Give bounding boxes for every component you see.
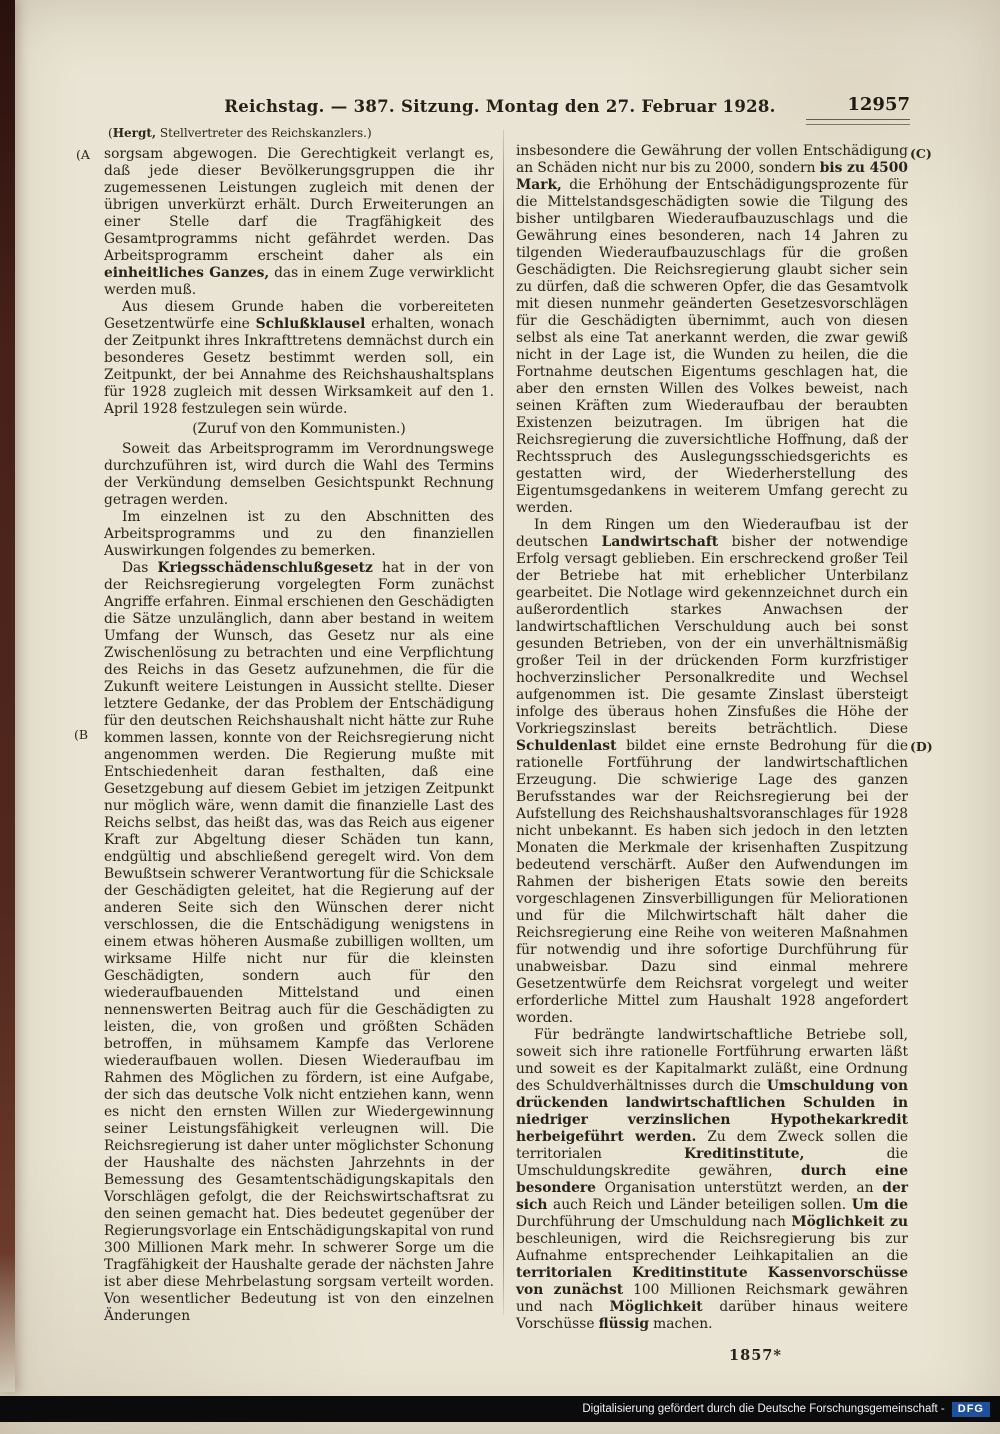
text-run: erhalten, wonach der Zeitpunkt ihres Inkrafttretens demnächst durch ein besonderes Gesetz bestimmt werden soll, ein Zeitpunkt, der bei Annahme des Reichshaushaltsplans für 1928 zugleich mit dessen Wirksamkeit auf den 1. April 1928 festzulegen sein würde. [104, 316, 495, 417]
paragraph [104, 299, 494, 418]
text-run: Organisation unterstützt werden, an [595, 1180, 883, 1196]
header-rule [806, 119, 910, 125]
text-run: die Umschuldungskredite gewähren, [516, 1146, 909, 1179]
column-marker-d: (D) [910, 739, 933, 754]
text-run: 100 Millionen Reichsmark gewähren und nach [516, 1282, 908, 1315]
paragraph [104, 560, 494, 1325]
text-run: machen. [649, 1316, 713, 1332]
digitization-banner-text: Digitalisierung gefördert durch die Deutsche Forschungsgemeinschaft - [582, 1403, 945, 1415]
paragraph [516, 517, 908, 1027]
speaker-note-role: Stellvertreter des Reichskanzlers.) [156, 126, 372, 140]
text-run: Im einzelnen ist zu den Abschnitten des Arbeitsprogramms und zu den finanziellen Auswirkungen folgendes zu bemerken. [104, 509, 494, 559]
column-divider [503, 130, 504, 1315]
right-column [516, 143, 908, 1364]
session-header-title: Reichstag. — 387. Sitzung. Montag den 27. Februar 1928. [224, 97, 776, 116]
speaker-note [108, 126, 494, 140]
emphasized-text: Schuldenlast [516, 738, 617, 754]
emphasized-text: territorialen Kreditinstitute Kassenvorschüsse von zunächst [516, 1265, 908, 1298]
text-run: das in einem Zuge verwirklicht werden muß. [104, 265, 494, 298]
text-run: Für bedrängte landwirtschaftliche Betriebe soll, soweit sich ihre rationelle Fortführung erwarten läßt und soweit es der Kapitalmarkt zuläßt, eine Ordnung des Schuldverhältnisses durch die [516, 1027, 908, 1094]
emphasized-text: bis zu 4500 Mark, [516, 160, 908, 193]
text-run: insbesondere die Gewährung der vollen Entschädigung an Schäden nicht nur bis zu 2000, sondern [516, 143, 908, 176]
text-run: bisher der notwendige Erfolg versagt geblieben. Ein erschreckend großer Teil der Betriebe hat mit erheblicher Unterbilanz gearbeitet. Die Notlage wird gekennzeichnet durch ein außerordentlich starkes Anwachsen der landwirtschaftlichen Verschuldung auch bei sonst gesunden Betrieben, von der ein unverhältnismäßig großer Teil in der drückenden Form kurzfristiger hochverzinslicher Personalkredite und Wechsel aufgenommen ist. Die gesamte Zinslast übersteigt infolge des überaus hohen Zinsfußes die Höhe der Vorkriegszinslast bereits beträchtlich. Diese [516, 534, 908, 737]
column-marker-a: (A [76, 147, 90, 162]
text-run: darüber hinaus weitere Vorschüsse [516, 1299, 909, 1332]
emphasized-text: Schlußklausel [255, 316, 366, 332]
speaker-note-open: ( [108, 126, 113, 140]
text-run: auch Reich und Länder beteiligen sollen. [547, 1197, 852, 1213]
text-run: beschleunigen, wird die Reichsregierung bis zur Aufnahme entsprechender Leihkapitalien an die [516, 1231, 908, 1264]
page-number: 12957 [847, 94, 910, 115]
text-run: Aus diesem Grunde haben die vorbereiteten Gesetzentwürfe eine [104, 299, 494, 332]
left-column [104, 146, 494, 1325]
text-run: Soweit das Arbeitsprogramm im Verordnungswege durchzuführen ist, wird durch die Wahl des Termins der Verkündung demselben Gesichtspunkt Rechnung getragen werden. [104, 441, 494, 508]
emphasized-text: Kriegsschädenschlußgesetz [157, 560, 373, 576]
page-spine-shadow [0, 0, 15, 1392]
emphasized-text: Landwirtschaft [601, 534, 719, 550]
text-run: Zu dem Zweck sollen die territorialen [516, 1129, 908, 1162]
paragraph [516, 1027, 908, 1333]
paragraph [104, 146, 494, 299]
column-marker-b: (B [74, 727, 89, 742]
paragraph [516, 143, 908, 517]
emphasized-text: durch eine besondere [516, 1163, 908, 1196]
emphasized-text: Möglichkeit zu [791, 1214, 909, 1230]
text-run: In dem Ringen um den Wiederaufbau ist der deutschen [516, 517, 908, 550]
dfg-logo: DFG [952, 1402, 990, 1417]
text-run: die Erhöhung der Entschädigungsprozente für die Mittelstandsgeschädigten sowie die Tilgung des bisher untilgbaren Wiederaufbauzuschlags und die Gewährung eines besonderen, nach 14 Jahren zu tilgenden Wiederaufbauzuschlags für die großen Geschädigten. Die Reichsregierung glaubt sicher sein zu dürfen, daß die schweren Opfer, die das Gesamtvolk mit diesen nunmehr geänderten Gesetzesvorschlägen für die Geschädigten übernimmt, auch von diesen selbst als eine Tat anerkannt werden, die zwar gewiß nicht in der Lage ist, die Wunden zu heilen, die die Fortnahme deutschen Eigentums geschlagen hat, die aber den ernsten Willen des Volkes beweist, nach seinen Kräften zum Wiederaufbau der beraubten Existenzen beizutragen. Im übrigen hat die Reichsregierung die zuversichtliche Hoffnung, daß der Rechtsspruch des Auslegungsschiedsgerichts es gestatten wird, der Wiederherstellung des Eigentumsgedankens in weiterem Umfang gerecht zu werden. [516, 177, 908, 516]
printer-mark: 1857* [729, 1347, 782, 1364]
paragraph [104, 509, 494, 560]
emphasized-text: Umschuldung von drückenden landwirtschaftlichen Schulden in niedriger verzinslichen Hypothekarkredit herbeigeführt werden. [516, 1078, 909, 1145]
text-run: Durchführung der Umschuldung nach [516, 1214, 792, 1230]
speaker-name: Hergt, [112, 126, 157, 140]
emphasized-text: Möglichkeit [609, 1299, 703, 1315]
left-column-text [104, 146, 494, 1325]
right-column-text [516, 143, 908, 1333]
text-run: hat in der von der Reichsregierung vorgelegten Form zunächst Angriffe erfahren. Einmal erschienen den Geschädigten die Sätze unzulänglich, dann aber bestand in weitem Umfang der Wunsch, das Gesetz nur als eine Zwischenlösung zu betrachten und eine Verpflichtung des Reichs in das Gesetz aufzunehmen, die für die Zukunft weitere Leistungen in Aussicht stellte. Dieser letztere Gedanke, der das Problem der Entschädigung für den deutschen Reichshaushalt nicht hätte zur Ruhe kommen lassen, konnte von der Reichsregierung nicht angenommen werden. Die Regierung mußte mit Entschiedenheit daran festhalten, daß eine Gesetzgebung auf diesem Gebiet im jetzigen Zeitpunkt nur möglich wäre, wenn damit die finanzielle Last des Reichs selbst, das heißt das, was das Reich aus eigener Kraft zur Abgeltung dieser Schäden tun kann, endgültig und abschließend geregelt wird. Von dem Bewußtsein schwerer Verantwortung für die Schicksale der Geschädigten geleitet, hat die Regierung auf der anderen Seite sich den Wünschen derer nicht verschlossen, die die Entschädigung wenigstens in einem etwas höheren Ausmaße zubilligen wollten, um wirksame Hilfe nicht nur für die kleinsten Geschädigten, sondern auch für den wiederaufbauenden Mittelstand und einen nennenswerten Beitrag auch für die Geschädigten zu leisten, die, von großen und größten Schäden betroffen, in mühsamem Kampfe das Verlorene wiederaufbauen wollen. Diesen Wiederaufbau im Rahmen des Möglichen zu fördern, ist eine Aufgabe, der sich das deutsche Volk nicht entziehen kann, wenn es nicht den ernsten Willen zur Wiedergewinnung seiner Leistungsfähigkeit verleugnen will. Die Reichsregierung ist daher unter möglichster Schonung der Haushalte des nächsten Jahrzehnts in der Bemessung des Gesamtentschädigungskapitals den Vorschlägen gefolgt, die der Reichswirtschaftsrat zu den seinen gemacht hat. Dies bedeutet gegenüber der Regierungsvorlage ein Entschädigungskapital von rund 300 Millionen Mark mehr. In schwerer Sorge um die Tragfähigkeit der Haushalte gerade der nächsten Jahre ist aber diese Mehrbelastung sorgsam verteilt worden. Von wesentlicher Bedeutung ist von den einzelnen Änderungen [104, 560, 494, 1324]
text-run: (Zuruf von den Kommunisten.) [192, 421, 406, 437]
column-marker-c: (C) [910, 146, 932, 161]
emphasized-text: flüssig [598, 1316, 650, 1332]
emphasized-text: der sich [516, 1180, 908, 1213]
paragraph [104, 441, 494, 509]
paragraph [104, 421, 494, 438]
text-run: bildet eine ernste Bedrohung für die rationelle Fortführung der landwirtschaftlichen Erzeugung. Die schwierige Lage des ganzen Berufsstandes war der Reichsregierung bei der Aufstellung des Reichshaushaltsvoranschlages für 1928 nicht unbekannt. Es haben sich jedoch in den letzten Monaten die Merkmale der krisenhaften Zuspitzung bedeutend verschärft. Außer den Aufwendungen im Rahmen der bisherigen Etats sowie den bereits vorgeschlagenen Zinsverbilligungen für Meliorationen und für die Milchwirtschaft hält daher die Reichsregierung eine Reihe von weiteren Maßnahmen für notwendig und ihre sofortige Durchführung für unabweisbar. Dazu sind einmal mehrere Gesetzentwürfe dem Reichsrat vorgelegt und weiter erforderliche Mittel zum Haushalt 1928 angefordert worden. [516, 738, 908, 1026]
text-run: sorgsam abgewogen. Die Gerechtigkeit verlangt es, daß jede dieser Bevölkerungsgruppen die ihr zugemessenen Leistungen zugleich mit denen der übrigen unverkürzt erhält. Durch Erweiterungen an einer Stelle darf die Tragfähigkeit des Gesamtprogramms nicht gefährdet werden. Das Arbeitsprogramm erscheint daher als ein [104, 146, 494, 264]
emphasized-text: Um die [851, 1197, 908, 1213]
emphasized-text: einheitliches Ganzes, [104, 265, 270, 281]
digitization-banner [0, 1396, 1000, 1422]
emphasized-text: Kreditinstitute, [684, 1146, 805, 1162]
text-run: Das [121, 560, 158, 576]
